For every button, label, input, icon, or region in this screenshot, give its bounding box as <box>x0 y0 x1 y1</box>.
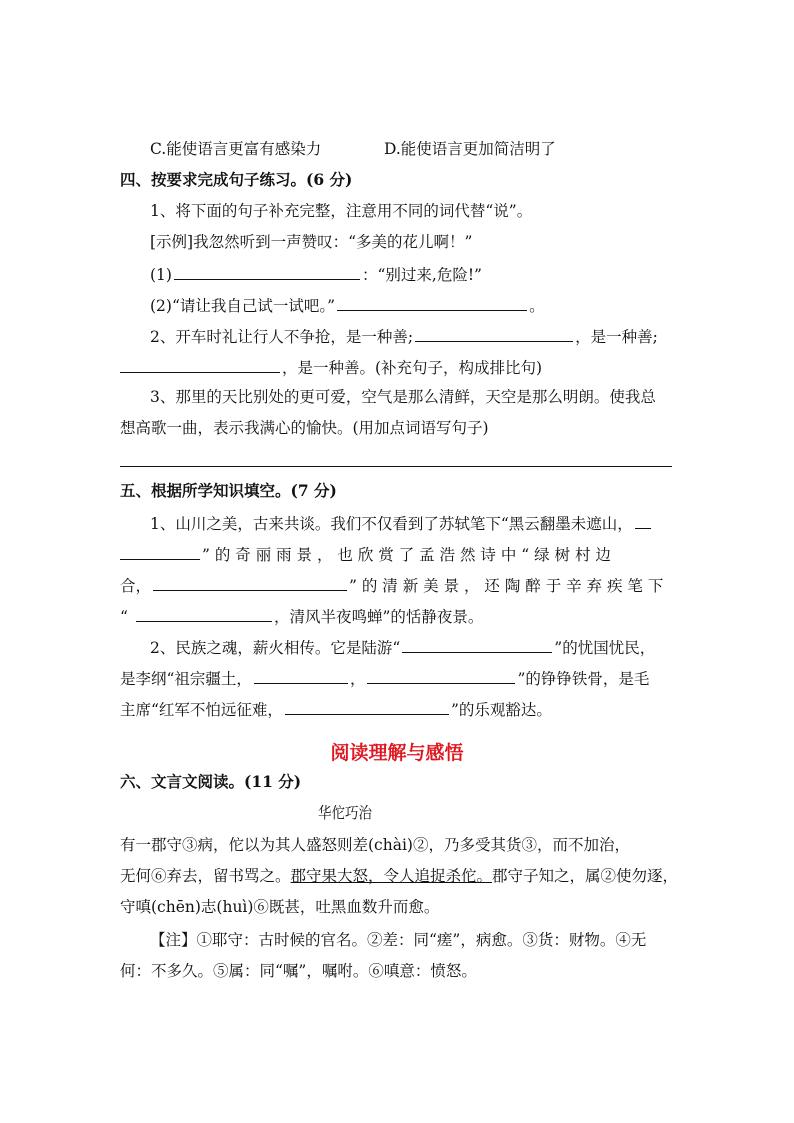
passage-title: 华佗巧治 <box>318 804 372 822</box>
s5-q2-line3 <box>120 698 552 720</box>
s5-q2-line2-prefix: 是李纲“祖宗疆土， <box>120 670 252 688</box>
option-c: C.能使语言更富有感染力 <box>150 140 322 158</box>
s4-item1-suffix: ：“别过来,危险!” <box>361 266 482 284</box>
s5-q1-line4 <box>120 605 483 627</box>
passage-line2-suffix: 郡守子知之，属②使勿逐， <box>492 867 679 885</box>
s4-q2-a: 2、开车时礼让行人不争抢，是一种善; <box>150 328 414 346</box>
answer-blank[interactable] <box>136 605 272 622</box>
section5-title: 五、根据所学知识填空。(7 分) <box>120 481 337 500</box>
s5-q1-line1-text: 1、山川之美，古来共谈。我们不仅看到了苏轼笔下“黑云翻墨未遮山， <box>150 515 633 533</box>
answer-blank[interactable] <box>285 698 449 715</box>
passage-line2 <box>120 866 678 886</box>
s5-q1-line2 <box>120 543 611 565</box>
s5-q2-line2-mid: ， <box>349 670 366 688</box>
s4-q2-line1 <box>150 325 658 347</box>
answer-blank[interactable] <box>367 667 515 684</box>
reading-section-header: 阅读理解与感悟 <box>330 742 464 764</box>
s5-q1-line3-prefix: 合， <box>120 577 152 595</box>
s5-q2-line2 <box>120 667 649 689</box>
s4-q3-line1: 3、那里的天比别处的更可爱，空气是那么清鲜，天空是那么明朗。使我总 <box>150 388 656 406</box>
answer-blank[interactable] <box>153 574 347 591</box>
passage-line2-prefix: 无何⑥弃去，留书骂之。 <box>120 867 291 885</box>
answer-blank[interactable] <box>120 543 200 560</box>
s5-q2-line1-suffix: ”的忧国忧民， <box>554 639 656 657</box>
answer-blank[interactable] <box>402 636 552 653</box>
answer-blank[interactable] <box>174 263 360 280</box>
passage-line1: 有一郡守③病，佗以为其人盛怒则差(chài)②，乃多受其货③，而不加治， <box>120 836 630 854</box>
s4-item2-suffix: 。 <box>529 297 545 315</box>
s4-q1: 1、将下面的句子补充完整，注意用不同的词代替“说”。 <box>150 202 533 220</box>
s4-item2 <box>150 294 545 316</box>
s5-q2-line1-prefix: 2、民族之魂，薪火相传。它是陆游“ <box>150 639 401 657</box>
s5-q1-line4-text: ，清风半夜鸣蝉”的恬静夜景。 <box>273 608 484 626</box>
answer-blank[interactable] <box>337 294 527 311</box>
s5-q1-line2-text: ” 的 奇 丽 雨 景 ， 也 欣 赏 了 孟 浩 然 诗 中 “ 绿 树 村 边 <box>202 546 611 564</box>
answer-line[interactable] <box>120 466 672 467</box>
s5-q1-line1 <box>150 512 653 534</box>
answer-blank[interactable] <box>120 356 280 373</box>
s4-item1-prefix: (1) <box>150 266 172 284</box>
s4-q2-c: ，是一种善。(补充句子，构成排比句) <box>282 359 543 377</box>
section4-title: 四、按要求完成句子练习。(6 分) <box>120 170 353 189</box>
s5-q2-line3-prefix: 主席“红军不怕远征难， <box>120 701 283 719</box>
s4-item1 <box>150 263 482 285</box>
s4-q3-line2: 想高歌一曲，表示我满心的愉快。(用加点词语写句子) <box>120 419 489 437</box>
s4-q2-b: ，是一种善; <box>575 328 658 346</box>
s5-q1-line4-prefix: “ <box>120 608 128 626</box>
underlined-sentence: 郡守果大怒，令人追捉杀佗。 <box>290 867 493 885</box>
note-line1: 【注】①耶守：古时候的官名。②差：同“瘥”，病愈。③货：财物。④无 <box>150 931 647 949</box>
s4-q2-line2 <box>120 356 542 378</box>
section6-title: 六、文言文阅读。(11 分) <box>120 772 302 791</box>
answer-blank[interactable] <box>635 512 651 529</box>
s5-q2-line1 <box>150 636 655 658</box>
passage-line3: 守嗔(chēn)志(huì)⑥既甚，吐黑血数升而愈。 <box>120 898 440 916</box>
s4-item2-prefix: (2)“请让我自己试一试吧。” <box>150 297 336 315</box>
s5-q1-line3-text: ” 的 清 新 美 景 ， 还 陶 醉 于 辛 弃 疾 笔 下 <box>349 577 664 595</box>
answer-blank[interactable] <box>415 325 573 342</box>
s5-q2-line2-suffix: ”的铮铮铁骨，是毛 <box>517 670 650 688</box>
answer-blank[interactable] <box>254 667 348 684</box>
s4-example: [示例]我忽然听到一声赞叹：“多美的花儿啊！” <box>150 233 473 251</box>
option-d: D.能使语言更加简洁明了 <box>384 140 556 158</box>
s5-q1-line3 <box>120 574 663 596</box>
note-line2: 何：不多久。⑤属：同“嘱”，嘱咐。⑥嗔意：愤怒。 <box>120 962 477 980</box>
s5-q2-line3-suffix: ”的乐观豁达。 <box>450 701 552 719</box>
